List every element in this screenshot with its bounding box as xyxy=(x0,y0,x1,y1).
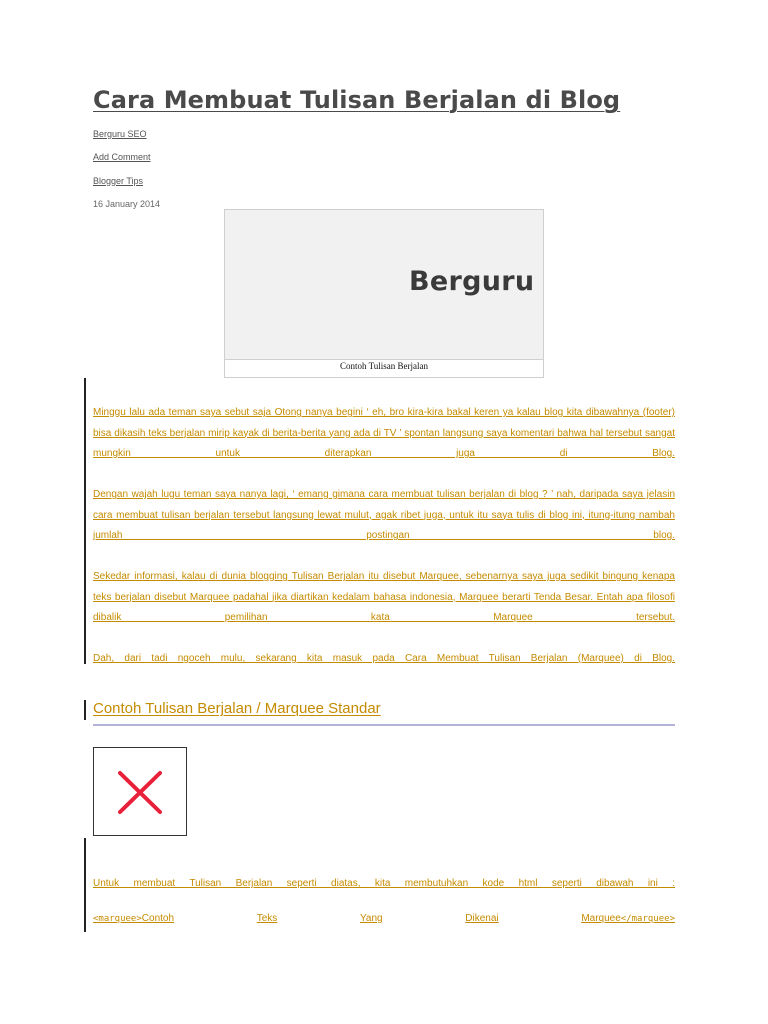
code-part-3: Yang xyxy=(359,913,383,924)
code-open-tag: <marquee> xyxy=(93,914,142,924)
code-part-2: Teks xyxy=(256,913,278,924)
category-link-blogger-tips[interactable]: Blogger Tips xyxy=(93,176,144,186)
article-figure xyxy=(224,209,544,378)
section-intro[interactable]: Untuk membuat Tulisan Berjalan seperti diatas, kita membutuhkan kode html seperti dibawah ini : xyxy=(93,878,675,889)
post-date: 16 January 2014 xyxy=(93,199,161,209)
code-part-5 xyxy=(581,913,675,924)
paragraph-3[interactable]: Sekedar informasi, kalau di dunia blogging Tulisan Berjalan itu disebut Marquee, sebenarnya saya juga sedikit bingung kenapa teks berjalan disebut Marquee padahal jika diartikan kedalam bahasa indonesia, Marquee berarti Tenda Besar. Entah apa filosofi dibalik pemilihan kata Marquee tersebut. xyxy=(93,571,675,623)
code-close-tag: </marquee> xyxy=(620,914,675,924)
paragraph-1[interactable]: Minggu lalu ada teman saya sebut saja Otong nanya begini ‘ eh, bro kira-kira bakal keren ya kalau blog kita dibawahnya (footer) bisa dikasih teks berjalan mirip kayak di berita-berita yang ada di TV ’ spontan langsung saya komentari bahwa hal tersebut sangat mungkin untuk diterapkan juga di Blog. xyxy=(93,407,675,459)
paragraph-2[interactable]: Dengan wajah lugu teman saya nanya lagi, ‘ emang gimana cara membuat tulisan berjalan di blog ? ’ nah, daripada saya jelasin cara membuat tulisan berjalan tersebut langsung lewat mulut, agak ribet juga, untuk itu saya tulis di blog ini, itung-itung nambah jumlah postingan blog. xyxy=(93,489,675,541)
heading-divider xyxy=(93,724,675,726)
article-title[interactable]: Cara Membuat Tulisan Berjalan di Blog xyxy=(93,86,621,114)
marquee-example-image xyxy=(225,210,543,360)
content-left-bar xyxy=(84,838,86,932)
add-comment-link[interactable]: Add Comment xyxy=(93,152,151,162)
category-link-berguru-seo[interactable]: Berguru SEO xyxy=(93,129,147,139)
code-part-4: Dikenai xyxy=(465,913,499,924)
code-word-marquee: Marquee xyxy=(581,913,621,924)
marquee-code-example[interactable] xyxy=(93,913,675,924)
image-logo-text: Berguru xyxy=(409,266,535,297)
red-x-icon xyxy=(94,748,186,835)
left-border-bar xyxy=(84,378,86,664)
paragraph-4[interactable]: Dah, dari tadi ngoceh mulu, sekarang kita masuk pada Cara Membuat Tulisan Berjalan (Marquee) di Blog. xyxy=(93,653,675,664)
section-heading[interactable]: Contoh Tulisan Berjalan / Marquee Standar xyxy=(93,700,381,717)
broken-image xyxy=(93,747,187,836)
code-part-1 xyxy=(93,913,174,924)
figure-caption: Contoh Tulisan Berjalan xyxy=(339,361,428,371)
code-word-contoh: Contoh xyxy=(141,913,175,924)
heading-left-bar xyxy=(84,700,86,720)
